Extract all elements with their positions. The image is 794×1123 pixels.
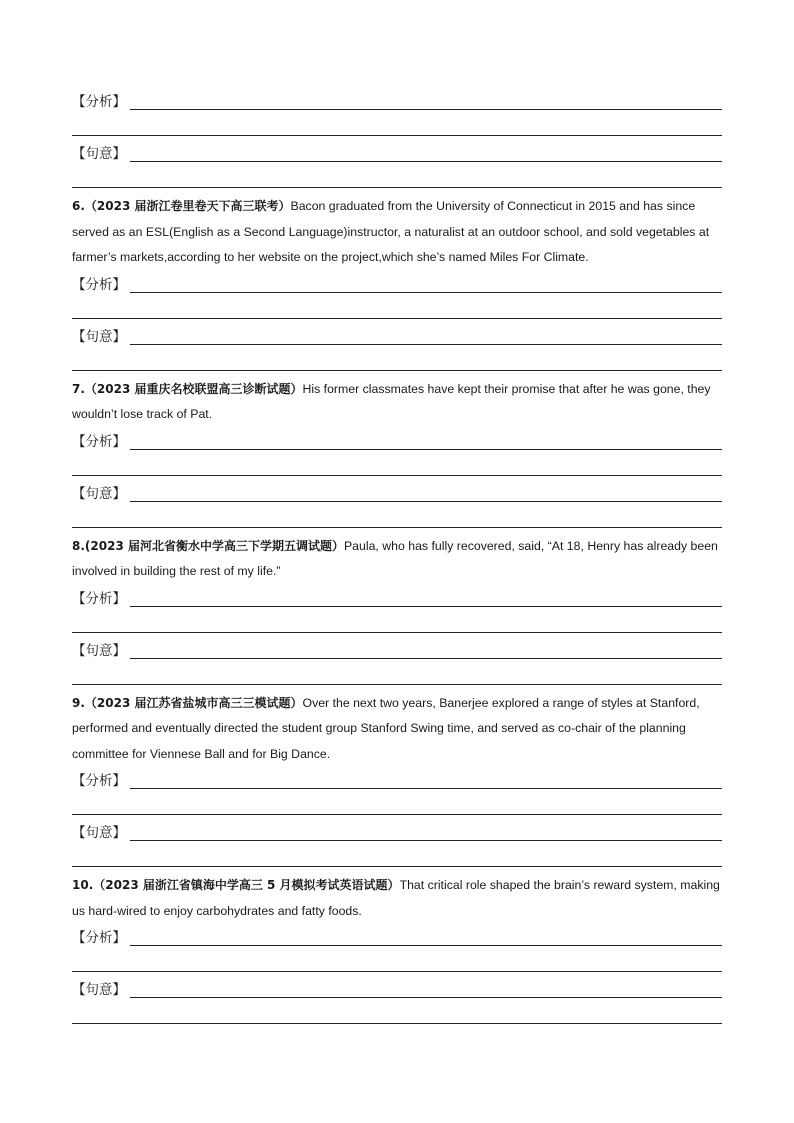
analysis-label: 【分析】 bbox=[72, 94, 126, 110]
worksheet-page bbox=[72, 88, 722, 1028]
analysis-label: 【分析】 bbox=[72, 276, 126, 293]
question-9 bbox=[72, 691, 722, 768]
answer-underline bbox=[130, 449, 722, 450]
question-source: （2023 届浙江卷里卷天下高三联考） bbox=[84, 199, 291, 213]
answer-underline bbox=[72, 866, 722, 867]
answer-underline bbox=[72, 632, 722, 633]
analysis-label: 【分析】 bbox=[72, 433, 126, 450]
answer-underline bbox=[130, 840, 722, 841]
meaning-answer-line[interactable] bbox=[72, 140, 722, 166]
question-text: Paula, who has fully recovered, said, “At 18, Henry has already been involved in building the rest of my life.” bbox=[72, 538, 718, 578]
meaning-label: 【句意】 bbox=[72, 146, 126, 162]
answer-underline bbox=[72, 370, 722, 371]
question-8 bbox=[72, 534, 722, 585]
analysis-continuation-line[interactable] bbox=[72, 611, 722, 637]
question-text: His former classmates have kept their promise that after he was gone, they wouldn’t lose track of Pat. bbox=[72, 381, 711, 421]
answer-underline bbox=[130, 292, 722, 293]
meaning-continuation-line[interactable] bbox=[72, 506, 722, 532]
question-7 bbox=[72, 377, 722, 428]
meaning-answer-line[interactable] bbox=[72, 819, 722, 845]
question-source: （2023 届江苏省盐城市高三三模试题） bbox=[84, 695, 303, 710]
answer-underline bbox=[130, 606, 722, 607]
meaning-label: 【句意】 bbox=[72, 642, 126, 659]
answer-underline bbox=[130, 997, 722, 998]
answer-underline bbox=[72, 814, 722, 815]
analysis-label: 【分析】 bbox=[72, 590, 126, 607]
analysis-continuation-line[interactable] bbox=[72, 454, 722, 480]
question-10 bbox=[72, 873, 722, 924]
meaning-continuation-line[interactable] bbox=[72, 663, 722, 689]
analysis-answer-line[interactable] bbox=[72, 767, 722, 793]
analysis-continuation-line[interactable] bbox=[72, 114, 722, 140]
meaning-continuation-line[interactable] bbox=[72, 349, 722, 375]
question-6 bbox=[72, 194, 722, 271]
meaning-label: 【句意】 bbox=[72, 328, 126, 345]
question-number: 9. bbox=[72, 695, 85, 710]
question-number: 8. bbox=[72, 538, 85, 553]
analysis-label: 【分析】 bbox=[72, 930, 126, 946]
analysis-answer-line[interactable] bbox=[72, 428, 722, 454]
question-text: Over the next two years, Banerjee explored a range of styles at Stanford, performed and eventually directed the student group Stanford Swing time, and served as co-chair of the planning committee for Viennese Ball and for Big Dance. bbox=[72, 695, 700, 761]
answer-underline bbox=[130, 945, 722, 946]
meaning-answer-line[interactable] bbox=[72, 637, 722, 663]
answer-underline bbox=[72, 684, 722, 685]
meaning-answer-line[interactable] bbox=[72, 480, 722, 506]
question-source: （2023 届浙江省镇海中学高三 5 月模拟考试英语试题） bbox=[93, 878, 400, 892]
meaning-continuation-line[interactable] bbox=[72, 166, 722, 192]
meaning-answer-line[interactable] bbox=[72, 323, 722, 349]
question-number: 10. bbox=[72, 878, 94, 892]
meaning-continuation-line[interactable] bbox=[72, 1002, 722, 1028]
answer-underline bbox=[130, 501, 722, 502]
question-number: 7. bbox=[72, 381, 85, 396]
answer-underline bbox=[72, 135, 722, 136]
answer-underline bbox=[130, 788, 722, 789]
meaning-continuation-line[interactable] bbox=[72, 845, 722, 871]
answer-underline bbox=[72, 187, 722, 188]
analysis-continuation-line[interactable] bbox=[72, 793, 722, 819]
answer-underline bbox=[72, 527, 722, 528]
answer-underline bbox=[130, 109, 722, 110]
analysis-answer-line[interactable] bbox=[72, 271, 722, 297]
question-number: 6. bbox=[72, 199, 85, 213]
answer-underline bbox=[72, 1023, 722, 1024]
meaning-label: 【句意】 bbox=[72, 982, 126, 998]
analysis-continuation-line[interactable] bbox=[72, 950, 722, 976]
analysis-answer-line[interactable] bbox=[72, 88, 722, 114]
analysis-label: 【分析】 bbox=[72, 773, 126, 789]
analysis-answer-line[interactable] bbox=[72, 585, 722, 611]
question-source: (2023 届河北省衡水中学高三下学期五调试题） bbox=[84, 538, 344, 553]
analysis-answer-line[interactable] bbox=[72, 924, 722, 950]
question-source: （2023 届重庆名校联盟高三诊断试题） bbox=[84, 381, 303, 396]
meaning-answer-line[interactable] bbox=[72, 976, 722, 1002]
analysis-continuation-line[interactable] bbox=[72, 297, 722, 323]
answer-underline bbox=[130, 161, 722, 162]
meaning-label: 【句意】 bbox=[72, 485, 126, 502]
answer-underline bbox=[72, 318, 722, 319]
question-text: That critical role shaped the brain’s reward system, making us hard-wired to enjoy carbohydrates and fatty foods. bbox=[72, 878, 720, 918]
answer-underline bbox=[72, 971, 722, 972]
question-text: Bacon graduated from the University of Connecticut in 2015 and has since served as an ESL(English as a Second Language)instructor, a naturalist at an outdoor school, and sold vegetables at farmer’s markets,according to her website on the project,which she’s named Miles For Climate. bbox=[72, 199, 710, 264]
answer-underline bbox=[130, 658, 722, 659]
answer-underline bbox=[130, 344, 722, 345]
answer-underline bbox=[72, 475, 722, 476]
meaning-label: 【句意】 bbox=[72, 825, 126, 841]
